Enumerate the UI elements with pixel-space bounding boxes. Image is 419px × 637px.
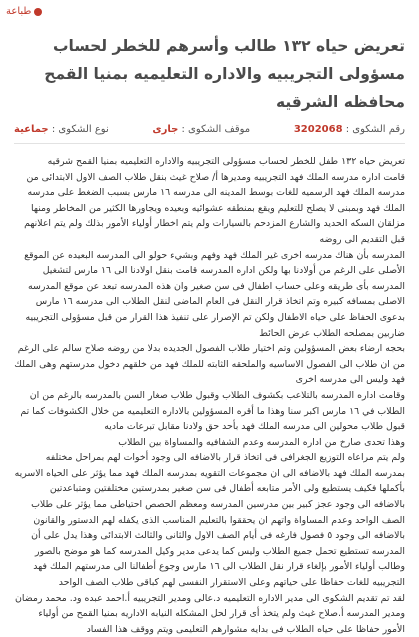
- complaint-status: [152, 124, 250, 135]
- body-paragraph: تعريض حياه ١٣٢ طفل للخطر لحساب مسؤولى التجريبيه والاداره التعليميه بمنيا القمح شرقيه: [47, 156, 405, 167]
- complaint-status-label: موقف الشكوى :: [181, 124, 251, 135]
- body-paragraph: ولم يتم مراعاه التوزيع الجغرافى فى اتخاذ قرار بالاضافه الى وجود أخوات لهم بمراحل مختلفه بمدرسه الملك فهد بالاضافه الى ان مجموعات التقويه بمدرسه الملك فهد مما يؤثر على الحياه الاسريه بأكملها فكيف يستطيع ولى الأمر متابعه أطفال فى سن صغير بمدرستين مختلفتين ومتباعدتين: [14, 452, 405, 495]
- body-paragraph: وهذا تحدى صارخ من اداره المدرسه وعدم الشفافيه والمساواة بين الطلاب: [118, 436, 405, 448]
- complaint-type: [14, 124, 109, 135]
- complaint-status-value: جارى: [152, 124, 179, 135]
- body-paragraph: بالاضافه الى وجود عجز كبير بين مدرسين المدرسه ومعظم الحصص احتياطى مما يؤثر على طلاب الصف الواحد وعدم المساواة واتهم ان يحققوا بالتعليم المناسب الذى يكفله لهم الدستور والقانون: [31, 499, 405, 526]
- print-button[interactable]: [6, 6, 42, 17]
- complaint-title: تعريض حياه ١٣٢ طالب وأسرهم للخطر لحساب مسؤولى التجريبيه والاداره التعليميه بمنيا القمح محافظه الشرقيه: [44, 37, 405, 111]
- complaint-number-value: 3202068: [293, 124, 343, 135]
- print-label: طباعة: [6, 6, 32, 17]
- body-paragraph: بالاضافه الى وجود ٥ فصول فارغه فى أيام الصف الاول والثانى والثالث الابتدائى وهذا يدل على أن المدرسه تستطيع تحمل جميع الطلاب وليس كما يدعى مدير وكيل المدرسه كما هو موضح بالصور: [31, 530, 405, 557]
- body-paragraph: وقامت اداره المدرسه بالتلاعب بكشوف الطلاب وقبول طلاب صغار السن بالمدرسه بالرغم من ان الطلاب في ١٦ مارس اكبر سنا وهذا ما أقره المسؤولين بالاداره التعليميه من خلال الكشوفات كما تم قبول طلاب محولين الى مدرسه الملك فهد بأحد حق ولادنا مقابل تبرعات ماديه: [20, 389, 405, 433]
- complaint-type-label: نوع الشكوى :: [51, 124, 109, 135]
- complaint-type-value: جماعية: [14, 124, 49, 135]
- complaint-number: [294, 124, 405, 135]
- print-icon: [34, 8, 42, 16]
- body-paragraph: بحجه ارضاء بعض المسؤولين وتم اختيار طلاب الفصول الجديده بدلا من روضه صلاح سالم على الرغم من ان طلاب الى الفصول الاساسيه والملحقه الثابته للملك فهد من خلقهم دخول مدرستهم وهى الملك فهد وليس الى مدرسه اخرى: [14, 343, 405, 386]
- complaint-meta: [14, 124, 405, 144]
- body-paragraph: وطالب أولياء الأمور بإلغاء قرار نقل الطلاب الى ١٦ مارس وجوع أطفالنا الى مدرستهم الملك فهد التجريبيه للغات حفاظا على حياتهم وعلى الاستقرار النفسى لهم كباقى طلاب الصف الواحد: [33, 561, 405, 589]
- body-paragraph: لقد تم تقديم الشكوى الى مدير الاداره التعليميه د.عالى ومدير التجريبيه أ.احمد عبده ود. محمد رمضان ومدير المدرسه أ.صلاح غيث ولم يتخذ أى قرار لحل المشكله النيابه الاداريه بمنيا القمح من أولياء الأمور حفاظا على حياه الطلاب فى بدايه مشوارهم التعليمى ويتم ووقف هذا الفساد: [15, 592, 405, 635]
- complaint-body: [14, 154, 405, 637]
- complaint-number-label: رقم الشكوى :: [345, 124, 405, 135]
- body-paragraph: قامت اداره مدرسه الملك فهد التجريبيه ومديرها أ/ صلاح غيث بنقل طلاب الصف الاول الابتدائى من مدرسه الملك فهد الرسميه للغات بوسط المدينه الى مدرسه ١٦ مارس بسبب الضغط على مدرسه الملك فهد وبمبنى لا يصلح للتعليم ويقع بمنطقه عشوائيه وبعيده ويجاورها الكثير من المخاطر ومنها مزلقان السكه الحديد والشارع المزدحم بالسيارات ولم يتم اخطار أولياء الأمور بذلك ولم يتم اعلانهم قبل التقديم الى روضه: [24, 171, 405, 245]
- body-paragraph: المدرسه بأن هناك مدرسه اخرى غير الملك فهد وفهم وبشيء حولو الى المدرسه البعيده عن الموقع الأصلى على الرغم من أولادنا بها ولكن اداره المدرسه قامت بنقل اولادنا الى ١٦ مارس لتشغيل المدرسه بأى طريقه وعلى حساب اطفال فى سن صغير وان هذه المدرسه تبعد عن موقع المدرسه الاصلى بمسافه كبيره وتم اتخاذ قرار النقل فى العام الماضى لنقل الطلاب الى مدرسه ١٦ مارس بدعوى الحفاظ على حياه الاطفال ولكن تم الإصرار على تنفيذ هذا القرار من قبل مسؤولى التجريبيه ضاربين بمصلحه الطلاب عرض الحائط: [24, 249, 405, 339]
